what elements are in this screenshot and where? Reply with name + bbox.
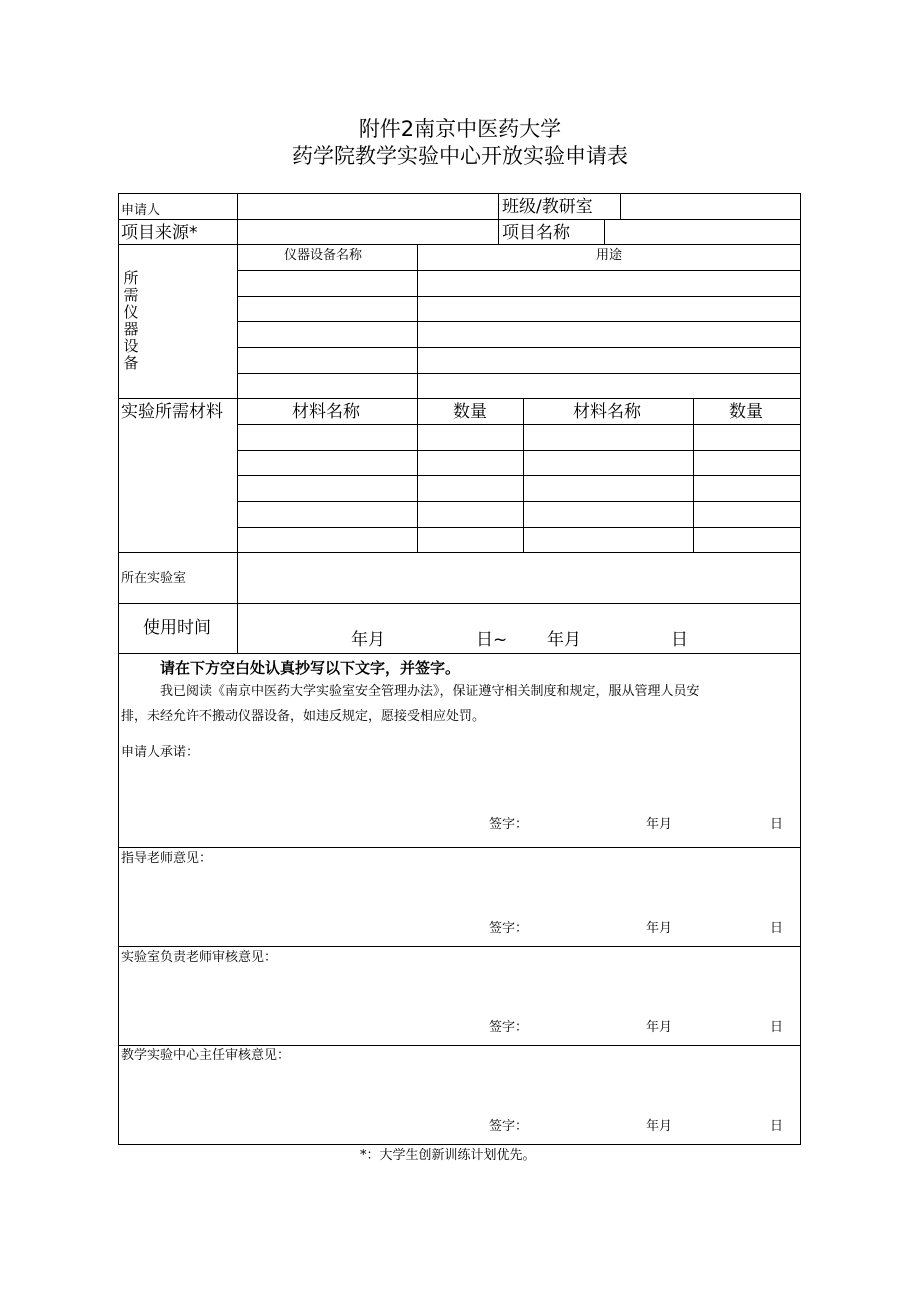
row-line — [118, 398, 801, 399]
row-line — [237, 296, 801, 297]
applicant-commit-area[interactable] — [121, 765, 798, 815]
table-border-bottom — [118, 1144, 801, 1145]
sign-label-2: 签字： — [489, 921, 529, 936]
sign-label-4: 签字： — [489, 1119, 529, 1134]
director-opinion-label: 教学实验中心主任审核意见： — [121, 1048, 291, 1063]
row-line — [237, 527, 801, 528]
col-line — [620, 193, 621, 220]
col-line — [604, 219, 605, 245]
title-line-2: 药学院教学实验中心开放实验申请表 — [292, 144, 628, 168]
row-line — [118, 1045, 801, 1046]
table-border-right — [800, 193, 801, 1145]
pledge-text-line-2: 排，未经允许不搬动仪器设备，如违反规定，愿接受相应处罚。 — [121, 709, 486, 724]
year-month-4: 年月 — [646, 1119, 673, 1134]
class-label: 班级/教研室 — [502, 197, 593, 217]
year-month-1: 年月 — [646, 817, 673, 832]
material-name-header-1: 材料名称 — [292, 402, 360, 422]
sign-label-1: 签字： — [489, 817, 529, 832]
day-1: 日 — [770, 817, 784, 832]
col-line — [237, 552, 238, 654]
advisor-opinion-area[interactable] — [121, 870, 798, 915]
row-line — [118, 244, 801, 245]
source-input[interactable] — [239, 221, 497, 243]
applicant-input[interactable] — [239, 195, 497, 218]
row-line — [237, 321, 801, 322]
row-line — [237, 475, 801, 476]
source-label: 项目来源* — [121, 223, 198, 243]
applicant-commit-label: 申请人承诺： — [121, 745, 200, 760]
time-year-month-end: 年月 — [547, 630, 581, 650]
row-line — [237, 501, 801, 502]
title-line-1: 附件2南京中医药大学 — [358, 117, 562, 141]
material-name-header-2: 材料名称 — [573, 402, 641, 422]
table-border-top — [118, 193, 801, 194]
year-month-2: 年月 — [646, 921, 673, 936]
col-line — [237, 193, 238, 245]
applicant-label: 申请人 — [121, 203, 161, 218]
day-3: 日 — [770, 1020, 784, 1035]
equipment-label: 所 需 仪 器 设 备 — [123, 269, 139, 372]
table-border-left — [118, 193, 119, 1145]
time-day-end: 日 — [671, 630, 688, 650]
year-month-3: 年月 — [646, 1020, 673, 1035]
day-4: 日 — [770, 1119, 784, 1134]
row-line — [118, 552, 801, 553]
pledge-text-line-1: 我已阅读《南京中医药大学实验室安全管理办法》，保证遵守相关制度和规定，服从管理人员安 — [160, 684, 700, 699]
project-name-label: 项目名称 — [502, 223, 570, 243]
row-line — [237, 270, 801, 271]
lab-label: 所在实验室 — [121, 571, 187, 586]
row-line — [237, 347, 801, 348]
materials-label: 实验所需材料 — [121, 402, 223, 422]
project-name-input[interactable] — [606, 221, 799, 243]
lab-teacher-opinion-area[interactable] — [121, 970, 798, 1015]
time-year-month-start: 年月 — [351, 630, 385, 650]
footnote: *：大学生创新训练计划优先。 — [360, 1148, 536, 1163]
row-line — [237, 373, 801, 374]
day-2: 日 — [770, 921, 784, 936]
lab-teacher-opinion-label: 实验室负责老师审核意见： — [121, 950, 278, 965]
row-line — [118, 603, 801, 604]
advisor-opinion-label: 指导老师意见： — [121, 851, 213, 866]
lab-input[interactable] — [239, 554, 799, 602]
equipment-name-header: 仪器设备名称 — [284, 248, 363, 263]
row-line — [118, 653, 801, 654]
quantity-header-2: 数量 — [729, 402, 763, 422]
row-line — [237, 424, 801, 425]
row-line — [237, 450, 801, 451]
row-line — [118, 847, 801, 848]
time-label: 使用时间 — [143, 618, 211, 638]
class-input[interactable] — [622, 195, 799, 218]
row-line — [118, 219, 801, 220]
row-line — [118, 946, 801, 947]
equipment-use-header: 用途 — [596, 248, 623, 263]
time-day-start: 日~ — [476, 630, 508, 650]
pledge-instruction: 请在下方空白处认真抄写以下文字，并签字。 — [160, 659, 461, 677]
quantity-header-1: 数量 — [453, 402, 487, 422]
director-opinion-area[interactable] — [121, 1068, 798, 1113]
sign-label-3: 签字： — [489, 1020, 529, 1035]
col-line — [498, 193, 499, 245]
